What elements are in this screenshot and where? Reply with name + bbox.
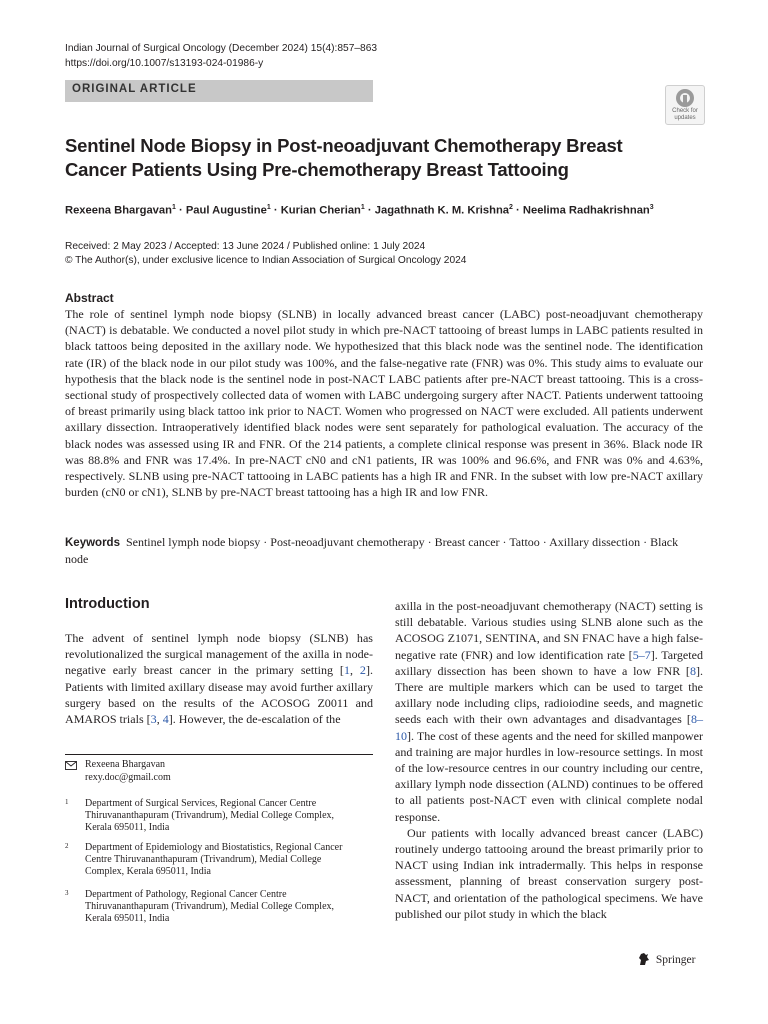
abstract-heading: Abstract <box>65 291 114 305</box>
affiliation-text: Department of Pathology, Regional Cancer Centre Thiruvananthapuram (Trivandrum), Medial College Complex, Kerala 695011, India <box>85 889 335 925</box>
author-list: Rexeena Bhargavan$^1$ · Paul Augustine$^1$ · Kurian Cherian$^1$ · Jagathnath K. M. Krishna$^2$ · Neelima Radhakrishnan$^3$ <box>65 204 654 217</box>
left-column <box>65 630 373 727</box>
author-affiliation-mark: 1 <box>360 204 365 211</box>
check-updates-label: Check for updates <box>672 108 698 121</box>
publication-dates <box>65 240 466 268</box>
publisher-logo <box>637 952 695 966</box>
abstract-text: The role of sentinel lymph node biopsy (SLNB) in locally advanced breast cancer (LABC) post-neoadjuvant chemotherapy (NACT) is debatable. We conducted a novel pilot study in which pre-NACT tattooing of breast lumps in LABC patients resulted in black tattoos being deposited in the axillary node. We hypothesized that this black node was the sentinel node. The identification rate (IR) of the black node in our pilot study was 100%, and the false-negative rate (FNR) was 0%. This study aims to evaluate our hypothesis that the black node is the sentinel node in post-NACT LABC patients after pre-NACT breast tattooing. This is a cross-sectional study of prospectively collected data of women with LABC undergoing surgery after NACT. Patients underwent tattooing of breast primarily using black tattoo ink prior to NACT. Women who progressed on NACT were excluded. All patients underwent axillary dissection. Intraoperatively identified black nodes were sent separately for pathological evaluation. The accuracy of the black nodes was assessed using IR and FNR. Of the 214 patients, a complete clinical response was present in 36%. Black node IR was 88.8% and FNR was 17.4%. In pre-NACT cN0 and cN1 patients, IR was 100% and 96.6%, and FNR was 0% and 4.63%, respectively. SLNB using pre-NACT tattooing in LABC patients has a high IR and FNR. In the subset with low pre-NACT axillary burden (cN0 or cN1), SLNB by pre-NACT breast tattooing has a high IR and low FNR. <box>65 307 703 500</box>
introduction-paragraph: Our patients with locally advanced breast cancer (LABC) routinely undergo tattooing around the breast primarily prior to NACT using Indian ink intradermally. This helps in response assessment, planning of breast conservation surgery post-NACT, and orientation of the pathological specimens. We have published our pilot study in which the black <box>395 825 703 921</box>
affiliation-number: 1 <box>65 798 69 806</box>
check-updates-circle-icon <box>676 89 694 107</box>
affiliation-number: 3 <box>65 889 69 897</box>
author-name: Neelima Radhakrishnan <box>522 204 650 217</box>
keywords-text: Sentinel lymph node biopsy · Post-neoadjuvant chemotherapy · Breast cancer · Tattoo · Axillary dissection · Black node <box>65 535 679 567</box>
author-name: Jagathnath K. M. Krishna <box>374 204 510 217</box>
citation-link[interactable]: 8–10 <box>395 712 703 743</box>
history-dates: Received: 2 May 2023 / Accepted: 13 June 2024 / Published online: 1 July 2024 <box>65 241 426 252</box>
author-name: Rexeena Bhargavan <box>65 204 172 217</box>
keywords-label: Keywords <box>65 537 120 549</box>
copyright-line: © The Author(s), under exclusive licence to Indian Association of Surgical Oncology 2024 <box>65 255 467 266</box>
article-type-banner <box>65 80 373 102</box>
springer-horse-icon <box>637 954 656 966</box>
journal-name: Indian Journal of Surgical Oncology (December 2024) 15(4):857–863 <box>65 43 378 54</box>
author-affiliation-mark: 1 <box>266 204 271 211</box>
journal-citation <box>65 41 377 71</box>
introduction-paragraph: The advent of sentinel lymph node biopsy (SLNB) has revolutionalized the surgical management of the axilla in node-negative early breast cancer in the primary setting [1, 2]. Patients with limited axillary disease may avoid further axillary surgery based on the results of the ACOSOG Z0011 and AMAROS trials [3, 4]. However, the de-escalation of the <box>65 631 373 727</box>
citation-link[interactable]: 1 <box>343 663 350 678</box>
affiliation-text: Department of Epidemiology and Biostatistics, Regional Cancer Centre Thiruvananthapuram (Trivandrum), Medial College Complex, Kerala 695011, India <box>85 842 343 878</box>
introduction-paragraph: axilla in the post-neoadjuvant chemotherapy (NACT) setting is still debatable. Various studies using SLNB alone such as the ACOSOG Z1071, SENTINA, and SN FNAC have a high false-negative rate (FNR) and low identification rate [5–7]. Targeted axillary dissection has been shown to have a low FNR [8]. There are multiple markers which can be used to target the axillary node including clips, radioiodine seeds, and magnetic seeds each with their own advantages and disadvantages [8–10]. The cost of these agents and the need for skilled manpower and training are major hurdles in low-resource settings. In most of the low-resource centres in our country including our centre, axillary lymph node dissection (ALND) continues to be offered to all patients post-NACT even with clinical complete nodal response. <box>395 599 703 824</box>
affiliation-text: Department of Surgical Services, Regional Cancer Centre Thiruvananthapuram (Trivandrum), Medial College Complex, Kerala 695011, India <box>85 798 335 834</box>
citation-link[interactable]: 4 <box>162 712 169 727</box>
author-affiliation-mark: 2 <box>509 204 513 211</box>
article-type-label: ORIGINAL ARTICLE <box>72 83 197 95</box>
publisher-name: Springer <box>655 954 696 966</box>
keywords-block <box>65 534 685 567</box>
author-name: Kurian Cherian <box>280 204 361 217</box>
corresponding-name: Rexeena Bhargavan <box>85 759 166 770</box>
author-affiliation-mark: 3 <box>649 204 654 211</box>
citation-link[interactable]: 5–7 <box>632 647 651 662</box>
citation-link[interactable]: 2 <box>359 663 366 678</box>
right-column <box>395 598 703 922</box>
citation-link[interactable]: 3 <box>150 712 157 727</box>
article-title: Sentinel Node Biopsy in Post-neoadjuvant Chemotherapy Breast Cancer Patients Using Pre-chemotherapy Breast Tattooing <box>65 135 623 180</box>
corresponding-email[interactable]: rexy.doc@gmail.com <box>85 772 171 783</box>
author-affiliation-mark: 1 <box>171 204 176 211</box>
check-for-updates-icon[interactable] <box>665 85 705 125</box>
envelope-icon <box>65 761 77 774</box>
footnote-divider <box>65 754 373 755</box>
citation-link[interactable]: 8 <box>689 663 696 678</box>
author-name: Paul Augustine <box>185 204 267 217</box>
doi-link[interactable]: https://doi.org/10.1007/s13193-024-01986-y <box>65 58 264 69</box>
introduction-heading: Introduction <box>65 596 150 612</box>
affiliation-number: 2 <box>65 842 69 850</box>
